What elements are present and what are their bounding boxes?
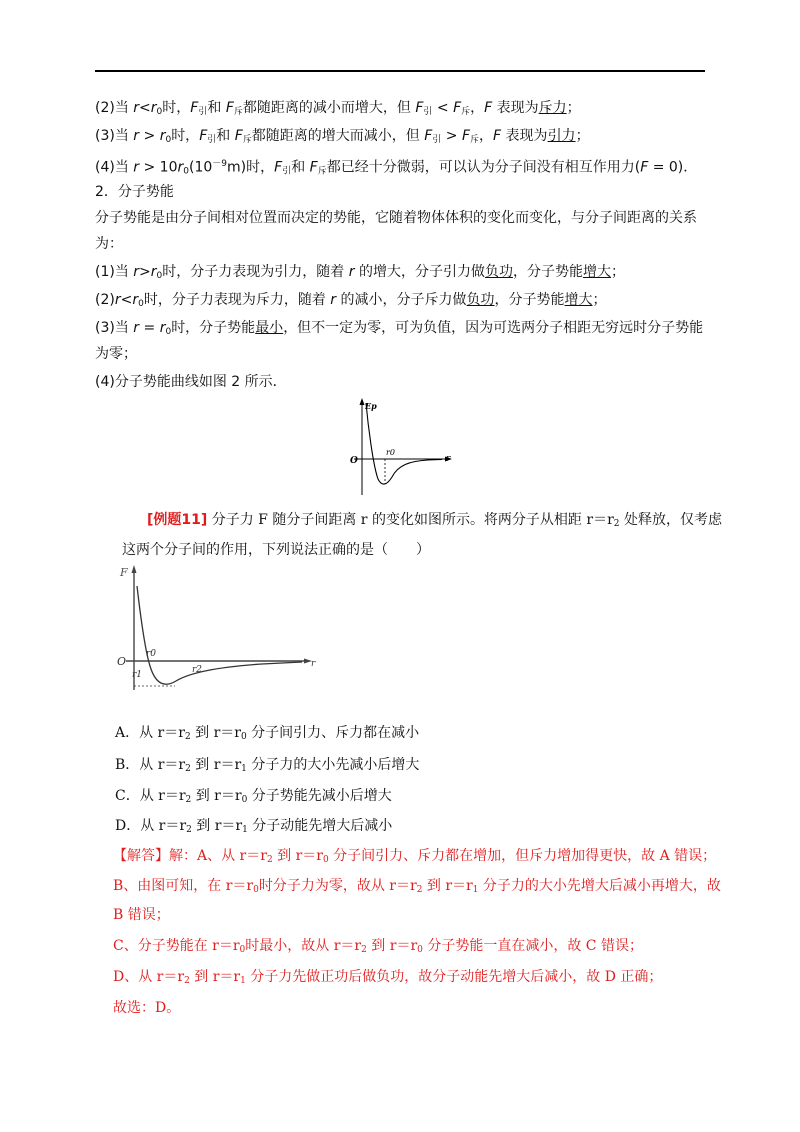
option-d: D．从 $r=r_2$ 到 $r=r_1$ 分子动能先增大后减小	[115, 818, 393, 835]
answer-line-3: B 错误；	[113, 907, 170, 923]
answer-line-4: C、分子势能在 $r=r_0$时最小，故从 $r=r_2$ 到 $r=r_0$ 分子势能一直在减小，故 C 错误；	[113, 938, 643, 955]
energy-line-2: $(2)r<r_0$时，分子力表现为斥力，随着 r 的减小，分子斥力做负功，分子势能增大；	[95, 292, 607, 309]
force-line-2: (2)当 $r<r_0$时，$F_引$和 $F_斥$都随距离的减小而增大，但 $F_引 < F_斥$，F 表现为斥力；	[95, 100, 581, 117]
ep-origin: O	[350, 456, 358, 466]
header-rule	[95, 70, 705, 72]
potential-energy-figure	[340, 395, 455, 495]
f-xlabel: r	[311, 659, 316, 669]
option-a: A．从 $r=r_2$ 到 $r=r_0$ 分子间引力、斥力都在减小	[115, 725, 420, 742]
f-ylabel: F	[120, 566, 128, 579]
f-origin: O	[117, 655, 127, 668]
example-stem-1: [例题11] 分子力 F 随分子间距离 r 的变化如图所示。将两分子从相距 $r=r_2$ 处释放，仅考虑	[147, 512, 722, 529]
energy-line-4: (4)分子势能曲线如图 2 所示．	[95, 374, 287, 390]
intro-line-2: 为：	[95, 236, 123, 252]
force-figure	[112, 562, 322, 694]
ep-curve	[366, 403, 442, 484]
answer-line-5: D、从 $r=r_2$ 到 $r=r_1$ 分子力先做正功后做负功，故分子动能先增大后减小，故 D 正确；	[113, 969, 663, 986]
ep-xlabel: r	[446, 454, 451, 464]
intro-line-1: 分子势能是由分子间相对位置而决定的势能，它随着物体体积的变化而变化，与分子间距离的关系	[95, 210, 697, 226]
option-b: B．从 $r=r_2$ 到 $r=r_1$ 分子力的大小先减小后增大	[115, 757, 420, 774]
f-r2-label: r2	[192, 665, 203, 675]
answer-attraction: 引力	[547, 128, 576, 144]
energy-line-1: (1)当 $r>r_0$时，分子力表现为引力，随着 r 的增大，分子引力做负功，分子势能增大；	[95, 264, 625, 281]
option-c: C．从 $r=r_2$ 到 $r=r_0$ 分子势能先减小后增大	[115, 788, 392, 805]
answer-line-2: B、由图可知，在 $r=r_0$时分子力为零，故从 $r=r_2$ 到 $r=r_1$ 分子力的大小先增大后减小再增大，故	[113, 878, 721, 895]
answer-repulsion: 斥力	[538, 100, 567, 116]
f-y-arrow	[132, 565, 137, 573]
answer-line-1: 【解答】解：A、从 $r=r_2$ 到 $r=r_0$ 分子间引力、斥力都在增加，但斥力增加得更快，故 A 错误；	[113, 848, 717, 865]
ep-y-arrow	[360, 398, 365, 405]
section-heading: 2．分子势能	[95, 184, 174, 200]
answer-line-6: 故选：D。	[113, 1000, 181, 1016]
f-curve	[137, 586, 302, 684]
ep-r0-label: r0	[386, 448, 395, 457]
energy-line-3: (3)当 $r = r_0$时，分子势能最小，但不一定为零，可为负值，因为可选两分子相距无穷远时分子势能	[95, 320, 704, 337]
f-r1-label: r1	[132, 670, 143, 680]
ep-ylabel: Ep	[365, 401, 377, 411]
force-line-4: (4)当 $r > 10r_0(10^{-9}m)$时，$F_引$和 $F_斥$都已经十分微弱，可以认为分子间没有相互作用力(F = 0)．	[95, 159, 698, 177]
energy-line-3b: 为零；	[95, 346, 137, 362]
force-line-3: (3)当 $r > r_0$时，$F_引$和 $F_斥$都随距离的增大而减小，但 $F_引 > F_斥$，F 表现为引力；	[95, 128, 590, 145]
example-stem-2: 这两个分子间的作用，下列说法正确的是（ ）	[122, 542, 430, 558]
f-r0-label: r0	[146, 649, 157, 659]
